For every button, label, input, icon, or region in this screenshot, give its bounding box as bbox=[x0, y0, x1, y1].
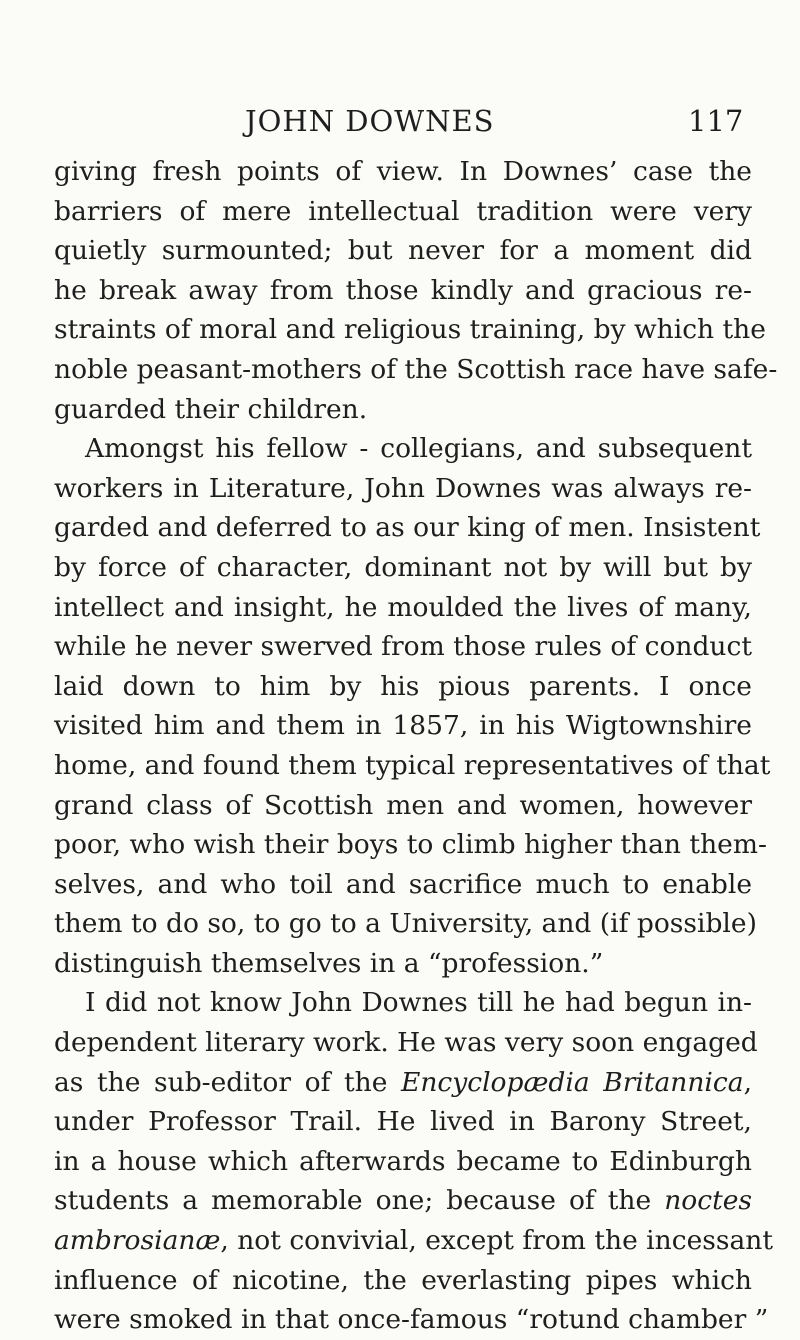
text-line: garded and deferred to as our king of men. Insistent bbox=[54, 512, 761, 544]
text-line: while he never swerved from those rules of conduct bbox=[54, 631, 752, 663]
text-line: intellect and insight, he moulded the lives of many, bbox=[54, 591, 752, 623]
text-line: visited him and them in 1857, in his Wigtownshire bbox=[54, 710, 752, 742]
italic-phrase: ambrosianæ bbox=[54, 1225, 221, 1257]
text-line: workers in Literature, John Downes was always re- bbox=[54, 472, 752, 504]
text-line: noble peasant-mothers of the Scottish race have safe- bbox=[54, 353, 778, 385]
text-segment: , not convivial, except from the incessant bbox=[220, 1225, 773, 1257]
text-line: under Professor Trail. He lived in Barony Street, bbox=[54, 1106, 752, 1138]
body-text bbox=[54, 152, 778, 1340]
text-line: straints of moral and religious training, by which the bbox=[54, 314, 766, 346]
page-number: 117 bbox=[688, 104, 744, 138]
text-line: selves, and who toil and sacrifice much to enable bbox=[54, 868, 752, 900]
text-line: poor, who wish their boys to climb higher than them- bbox=[54, 829, 767, 861]
text-segment: students a memorable one; because of the bbox=[54, 1185, 665, 1217]
paragraph-end-line: guarded their children. bbox=[54, 393, 368, 425]
text-line: dependent literary work. He was very soon engaged bbox=[54, 1027, 758, 1059]
paragraph-start-line: Amongst his fellow - collegians, and subsequent bbox=[85, 433, 752, 465]
italic-phrase: noctes bbox=[664, 1185, 752, 1217]
text-segment: , bbox=[743, 1066, 752, 1098]
text-line-with-italic bbox=[54, 1221, 773, 1261]
text-line: influence of nicotine, the everlasting pipes which bbox=[54, 1264, 752, 1296]
text-line: giving fresh points of view. In Downes’ case the bbox=[54, 156, 752, 187]
running-title: JOHN DOWNES bbox=[245, 104, 495, 138]
text-line: quietly surmounted; but never for a moment did bbox=[54, 235, 752, 267]
text-line: them to do so, to go to a University, and (if possible) bbox=[54, 908, 757, 940]
text-line-with-italic bbox=[54, 1181, 752, 1221]
text-line: barriers of mere intellectual tradition were very bbox=[54, 195, 752, 227]
text-line: home, and found them typical representatives of that bbox=[54, 749, 771, 781]
paragraph-end-line: distinguish themselves in a “profession.” bbox=[54, 947, 604, 979]
text-line: he break away from those kindly and gracious re- bbox=[54, 274, 752, 306]
text-line: in a house which afterwards became to Edinburgh bbox=[54, 1145, 752, 1177]
text-line: were smoked in that once-famous “rotund chamber ” bbox=[54, 1304, 769, 1336]
paragraph-start-line: I did not know John Downes till he had begun in- bbox=[85, 987, 752, 1019]
text-line-with-italic bbox=[54, 1063, 752, 1103]
text-segment: as the sub-editor of the bbox=[54, 1066, 402, 1098]
text-line: grand class of Scottish men and women, however bbox=[54, 789, 752, 821]
text-line: laid down to him by his pious parents. I once bbox=[54, 670, 752, 702]
text-line: by force of character, dominant not by will but by bbox=[54, 551, 752, 583]
italic-title: Encyclopædia Britannica bbox=[401, 1066, 744, 1098]
